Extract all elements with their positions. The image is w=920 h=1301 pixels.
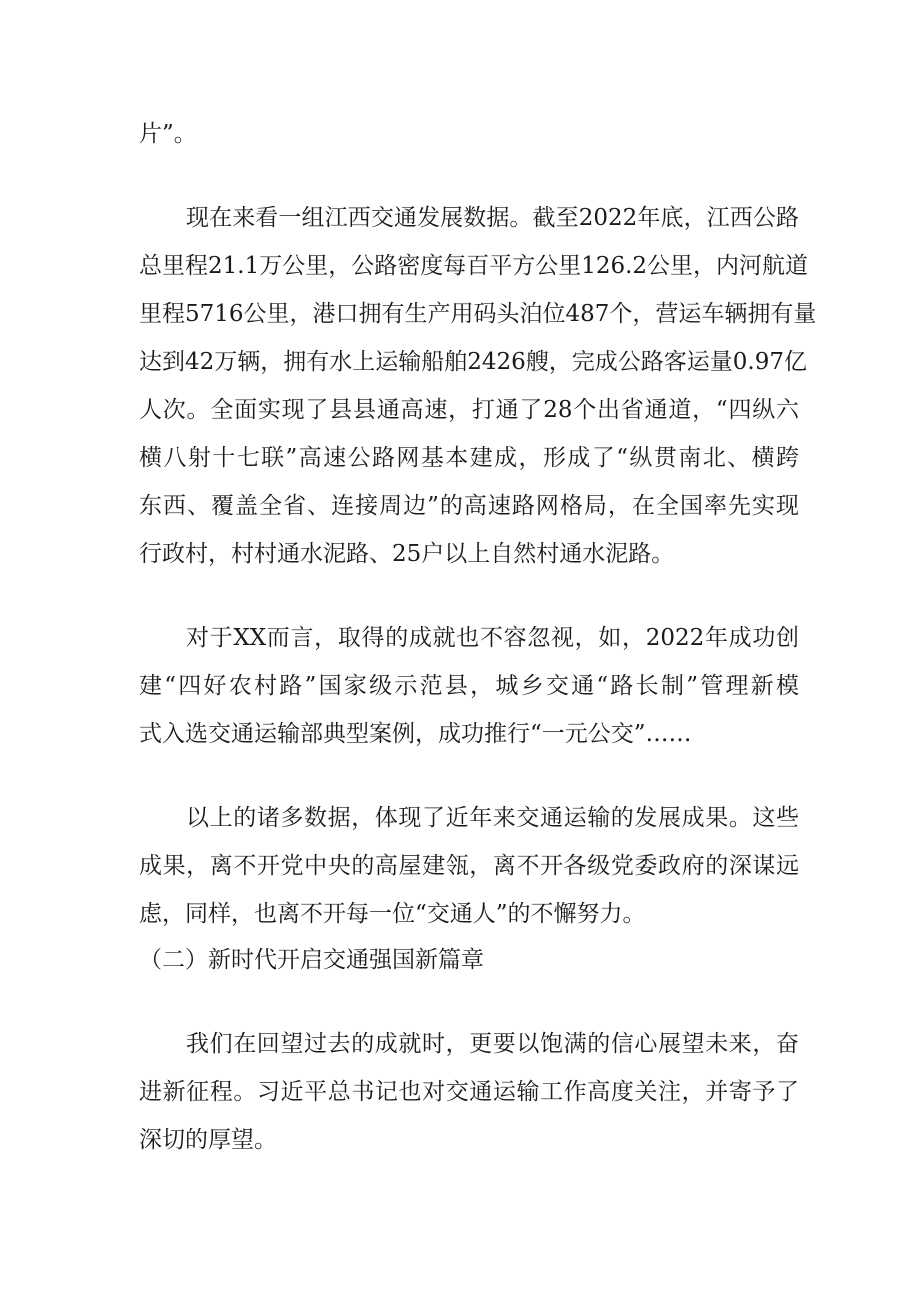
paragraph-line: 东西、覆盖全省、连接周边”的高速路网格局，在全国率先实现 [139, 493, 799, 519]
paragraph-line: 深切的厚望。 [139, 1127, 277, 1153]
section-heading: （二）新时代开启交通强国新篇章 [139, 947, 484, 973]
paragraph-line: 成果，离不开党中央的高屋建瓴，离不开各级党委政府的深谋远 [139, 853, 799, 879]
paragraph-line: 进新征程。习近平总书记也对交通运输工作高度关注，并寄予了 [139, 1079, 799, 1105]
paragraph-line: 横八射十七联”高速公路网基本建成，形成了“纵贯南北、横跨 [139, 445, 799, 471]
paragraph-line: 里程5716公里，港口拥有生产用码头泊位487个，营运车辆拥有量 [139, 301, 817, 327]
paragraph-line: 人次。全面实现了县县通高速，打通了28个出省通道，“四纵六 [139, 397, 799, 423]
paragraph-line: 现在来看一组江西交通发展数据。截至2022年底，江西公路 [186, 205, 799, 231]
paragraph-line: 片”。 [139, 121, 197, 147]
paragraph-line: 建“四好农村路”国家级示范县，城乡交通“路长制”管理新模 [139, 673, 799, 699]
paragraph-line: 达到42万辆，拥有水上运输船舶2426艘，完成公路客运量0.97亿 [139, 349, 808, 375]
paragraph-line: 以上的诸多数据，体现了近年来交通运输的发展成果。这些 [186, 805, 799, 831]
paragraph-line: 行政村，村村通水泥路、25户以上自然村通水泥路。 [139, 541, 675, 567]
paragraph-line: 虑，同样，也离不开每一位“交通人”的不懈努力。 [139, 901, 646, 927]
paragraph-line: 总里程21.1万公里，公路密度每百平方公里126.2公里，内河航道 [139, 253, 809, 279]
paragraph-line: 对于XX而言，取得的成就也不容忽视，如，2022年成功创 [186, 625, 799, 651]
paragraph-line: 式入选交通运输部典型案例，成功推行“一元公交”…… [139, 721, 692, 747]
paragraph-line: 我们在回望过去的成就时，更要以饱满的信心展望未来，奋 [186, 1031, 799, 1057]
